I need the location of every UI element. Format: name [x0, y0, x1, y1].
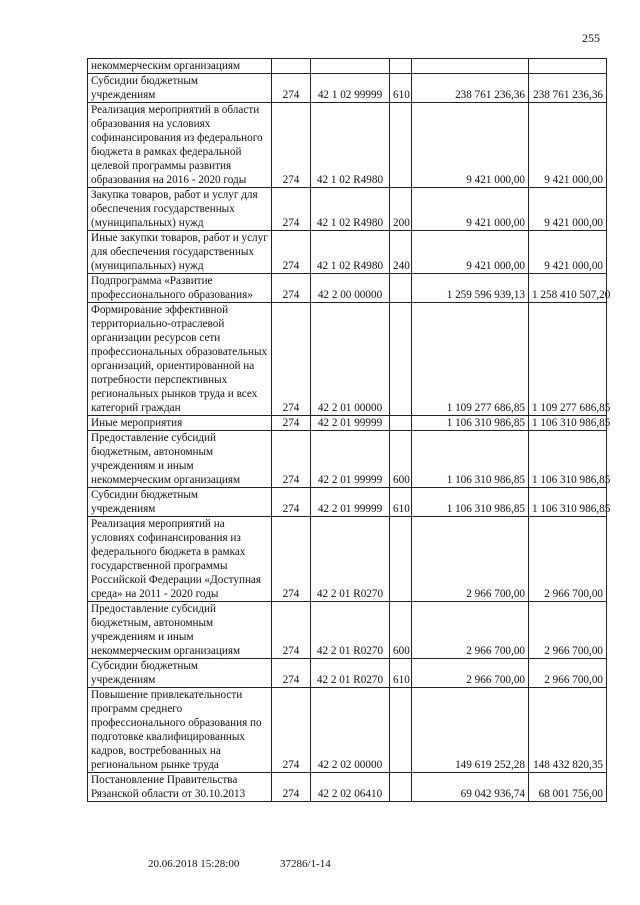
row-ved-cell: [272, 59, 311, 74]
row-sum1-cell: 1 106 310 986,85: [412, 488, 529, 517]
row-sum1-cell: 238 761 236,36: [412, 74, 529, 103]
row-sum2-cell: 1 106 310 986,85: [529, 488, 607, 517]
row-name-cell: Постановление Правительства Рязанской области от 30.10.2013: [88, 773, 272, 802]
footer-datetime: 20.06.2018 15:28:00: [148, 858, 240, 870]
table-row: [88, 103, 607, 188]
table-row: [88, 688, 607, 773]
row-ved-cell: 274: [272, 231, 311, 274]
row-vr-cell: 610: [390, 659, 412, 688]
row-sum1-cell: 1 106 310 986,85: [412, 431, 529, 488]
row-csr-cell: 42 2 00 00000: [311, 274, 390, 303]
row-sum1-cell: 2 966 700,00: [412, 517, 529, 602]
row-sum1-cell: 2 966 700,00: [412, 602, 529, 659]
row-sum2-cell: [529, 59, 607, 74]
row-ved-cell: 274: [272, 517, 311, 602]
table-row: [88, 431, 607, 488]
row-csr-cell: 42 2 01 99999: [311, 488, 390, 517]
row-csr-cell: 42 2 01 R0270: [311, 659, 390, 688]
row-name-cell: Подпрограмма «Развитие профессионального образования»: [88, 274, 272, 303]
row-ved-cell: 274: [272, 659, 311, 688]
row-csr-cell: 42 1 02 R4980: [311, 188, 390, 231]
row-csr-cell: 42 2 01 99999: [311, 431, 390, 488]
table-row: [88, 74, 607, 103]
row-sum2-cell: 1 258 410 507,20: [529, 274, 607, 303]
row-sum2-cell: 2 966 700,00: [529, 602, 607, 659]
row-ved-cell: 274: [272, 431, 311, 488]
row-ved-cell: 274: [272, 416, 311, 431]
row-name-cell: Реализация мероприятий в области образования на условиях софинансирования из федерального бюджета в рамках федеральной целевой программы развития образования на 2016 - 2020 годы: [88, 103, 272, 188]
row-name-cell: Закупка товаров, работ и услуг для обеспечения государственных (муниципальных) нужд: [88, 188, 272, 231]
table-row: [88, 659, 607, 688]
row-name-cell: Предоставление субсидий бюджетным, автономным учреждениям и иным некоммерческим организациям: [88, 431, 272, 488]
row-sum2-cell: 68 001 756,00: [529, 773, 607, 802]
row-csr-cell: 42 1 02 R4980: [311, 231, 390, 274]
row-sum2-cell: 9 421 000,00: [529, 231, 607, 274]
row-name-cell: Предоставление субсидий бюджетным, автономным учреждениям и иным некоммерческим организациям: [88, 602, 272, 659]
row-ved-cell: 274: [272, 303, 311, 416]
row-vr-cell: [390, 303, 412, 416]
row-ved-cell: 274: [272, 188, 311, 231]
row-csr-cell: 42 2 01 R0270: [311, 517, 390, 602]
row-name-cell: Иные закупки товаров, работ и услуг для обеспечения государственных (муниципальных) нужд: [88, 231, 272, 274]
footer-doc-code: 37286/1-14: [280, 858, 331, 870]
row-csr-cell: 42 1 02 99999: [311, 74, 390, 103]
row-name-cell: некоммерческим организациям: [88, 59, 272, 74]
page-number: 255: [582, 31, 600, 45]
table-row: [88, 303, 607, 416]
row-name-cell: Субсидии бюджетным учреждениям: [88, 659, 272, 688]
row-ved-cell: 274: [272, 488, 311, 517]
row-vr-cell: [390, 416, 412, 431]
row-sum1-cell: 9 421 000,00: [412, 231, 529, 274]
row-vr-cell: 600: [390, 602, 412, 659]
table-row: [88, 188, 607, 231]
table-row: [88, 773, 607, 802]
row-name-cell: Субсидии бюджетным учреждениям: [88, 74, 272, 103]
row-csr-cell: 42 2 01 99999: [311, 416, 390, 431]
row-sum2-cell: 1 109 277 686,85: [529, 303, 607, 416]
row-sum2-cell: 1 106 310 986,85: [529, 416, 607, 431]
row-sum1-cell: [412, 59, 529, 74]
row-ved-cell: 274: [272, 274, 311, 303]
budget-table: [87, 58, 611, 802]
row-sum2-cell: 2 966 700,00: [529, 517, 607, 602]
row-vr-cell: [390, 517, 412, 602]
row-sum2-cell: 238 761 236,36: [529, 74, 607, 103]
table-row: [88, 231, 607, 274]
row-ved-cell: 274: [272, 103, 311, 188]
row-ved-cell: 274: [272, 688, 311, 773]
row-ved-cell: 274: [272, 602, 311, 659]
row-vr-cell: [390, 59, 412, 74]
row-sum1-cell: 1 259 596 939,13: [412, 274, 529, 303]
row-csr-cell: 42 2 01 R0270: [311, 602, 390, 659]
row-vr-cell: 600: [390, 431, 412, 488]
row-name-cell: Иные мероприятия: [88, 416, 272, 431]
budget-table-body: [88, 59, 611, 802]
row-vr-cell: [390, 274, 412, 303]
row-vr-cell: 610: [390, 74, 412, 103]
row-sum1-cell: 69 042 936,74: [412, 773, 529, 802]
row-vr-cell: [390, 688, 412, 773]
row-csr-cell: 42 2 01 00000: [311, 303, 390, 416]
row-sum2-cell: 9 421 000,00: [529, 103, 607, 188]
row-sum1-cell: 9 421 000,00: [412, 103, 529, 188]
row-csr-cell: [311, 59, 390, 74]
row-ved-cell: 274: [272, 773, 311, 802]
row-name-cell: Повышение привлекательности программ среднего профессионального образования по подготовке квалифицированных кадров, востребованных на региональном рынке труда: [88, 688, 272, 773]
row-csr-cell: 42 2 02 06410: [311, 773, 390, 802]
table-row: [88, 59, 607, 74]
row-ved-cell: 274: [272, 74, 311, 103]
row-sum2-cell: 1 106 310 986,85: [529, 431, 607, 488]
row-name-cell: Формирование эффективной территориально-отраслевой организации ресурсов сети профессиональных образовательных организаций, ориентированной на потребности перспективных региональных рынков труда и всех категорий граждан: [88, 303, 272, 416]
row-sum1-cell: 9 421 000,00: [412, 188, 529, 231]
table-row: [88, 517, 607, 602]
row-csr-cell: 42 2 02 00000: [311, 688, 390, 773]
row-sum2-cell: 9 421 000,00: [529, 188, 607, 231]
row-vr-cell: [390, 773, 412, 802]
row-name-cell: Реализация мероприятий на условиях софинансирования из федерального бюджета в рамках государственной программы Российской Федерации «Доступная среда» на 2011 - 2020 годы: [88, 517, 272, 602]
table-row: [88, 416, 607, 431]
row-vr-cell: 240: [390, 231, 412, 274]
row-vr-cell: 200: [390, 188, 412, 231]
row-csr-cell: 42 1 02 R4980: [311, 103, 390, 188]
row-sum2-cell: 2 966 700,00: [529, 659, 607, 688]
table-row: [88, 488, 607, 517]
row-sum2-cell: 148 432 820,35: [529, 688, 607, 773]
row-sum1-cell: 2 966 700,00: [412, 659, 529, 688]
table-row: [88, 602, 607, 659]
row-vr-cell: [390, 103, 412, 188]
row-sum1-cell: 1 109 277 686,85: [412, 303, 529, 416]
row-vr-cell: 610: [390, 488, 412, 517]
row-sum1-cell: 149 619 252,28: [412, 688, 529, 773]
row-sum1-cell: 1 106 310 986,85: [412, 416, 529, 431]
row-name-cell: Субсидии бюджетным учреждениям: [88, 488, 272, 517]
table-row: [88, 274, 607, 303]
